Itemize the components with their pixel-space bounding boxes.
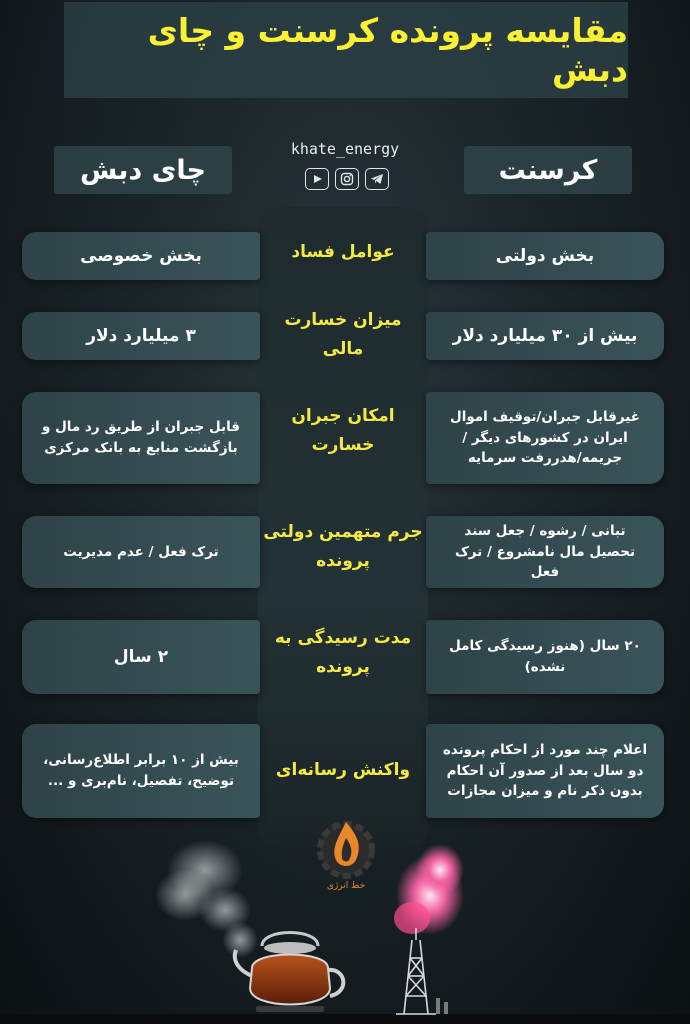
logo-text: خط انرژی	[326, 881, 366, 891]
social-handle: khate_energy	[290, 140, 400, 158]
row-2-label: میزان خسارت مالی	[284, 310, 402, 359]
row-2-chay-dabsh-cell: ۳ میلیارد دلار	[22, 312, 260, 360]
page-title: مقایسه پرونده کرسنت و چای دبش	[147, 11, 628, 89]
row-4-label: جرم متهمین دولتی پرونده	[263, 522, 423, 571]
instagram-icon[interactable]	[335, 168, 359, 190]
row-3-label: امکان جبران خسارت	[291, 406, 395, 455]
row-6-crescent-cell: اعلام چند مورد از احکام پرونده دو سال بعد از صدور آن احکام بدون ذکر نام و میزان مجازات	[426, 724, 664, 818]
row-4-crescent-cell: تبانی / رشوه / جعل سند تحصیل مال نامشروع / ترک فعل	[426, 516, 664, 588]
row-1-label: عوامل فساد	[291, 242, 395, 262]
column-header-crescent: کرسنت	[464, 146, 632, 194]
column-header-chay-dabsh: چای دبش	[54, 146, 232, 194]
title-banner	[64, 2, 628, 98]
teapot-and-derrick-illustration	[0, 800, 690, 1024]
youtube-icon[interactable]	[305, 168, 329, 190]
row-5-crescent-cell: ۲۰ سال (هنوز رسیدگی کامل نشده)	[426, 620, 664, 694]
row-1-chay-dabsh-cell: بخش خصوصی	[22, 232, 260, 280]
telegram-icon[interactable]	[365, 168, 389, 190]
row-3-crescent-cell: غیرقابل جبران/توقیف اموال ایران در کشورهای دیگر / جریمه/هدررفت سرمایه	[426, 392, 664, 484]
row-5-chay-dabsh-cell: ۲ سال	[22, 620, 260, 694]
row-2-crescent-cell: بیش از ۳۰ میلیارد دلار	[426, 312, 664, 360]
row-4-chay-dabsh-cell: ترک فعل / عدم مدیریت	[22, 516, 260, 588]
row-3-chay-dabsh-cell: قابل جبران از طریق رد مال و بازگشت منابع به بانک مرکزی	[22, 392, 260, 484]
row-1-crescent-cell: بخش دولتی	[426, 232, 664, 280]
row-6-label: واکنش رسانه‌ای	[275, 760, 411, 780]
row-5-label: مدت رسیدگی به پرونده	[274, 628, 412, 677]
row-6-chay-dabsh-cell: بیش از ۱۰ برابر اطلاع‌رسانی، توضیح، تفصیل، نام‌بری و ...	[22, 724, 260, 818]
social-icons	[302, 168, 392, 192]
